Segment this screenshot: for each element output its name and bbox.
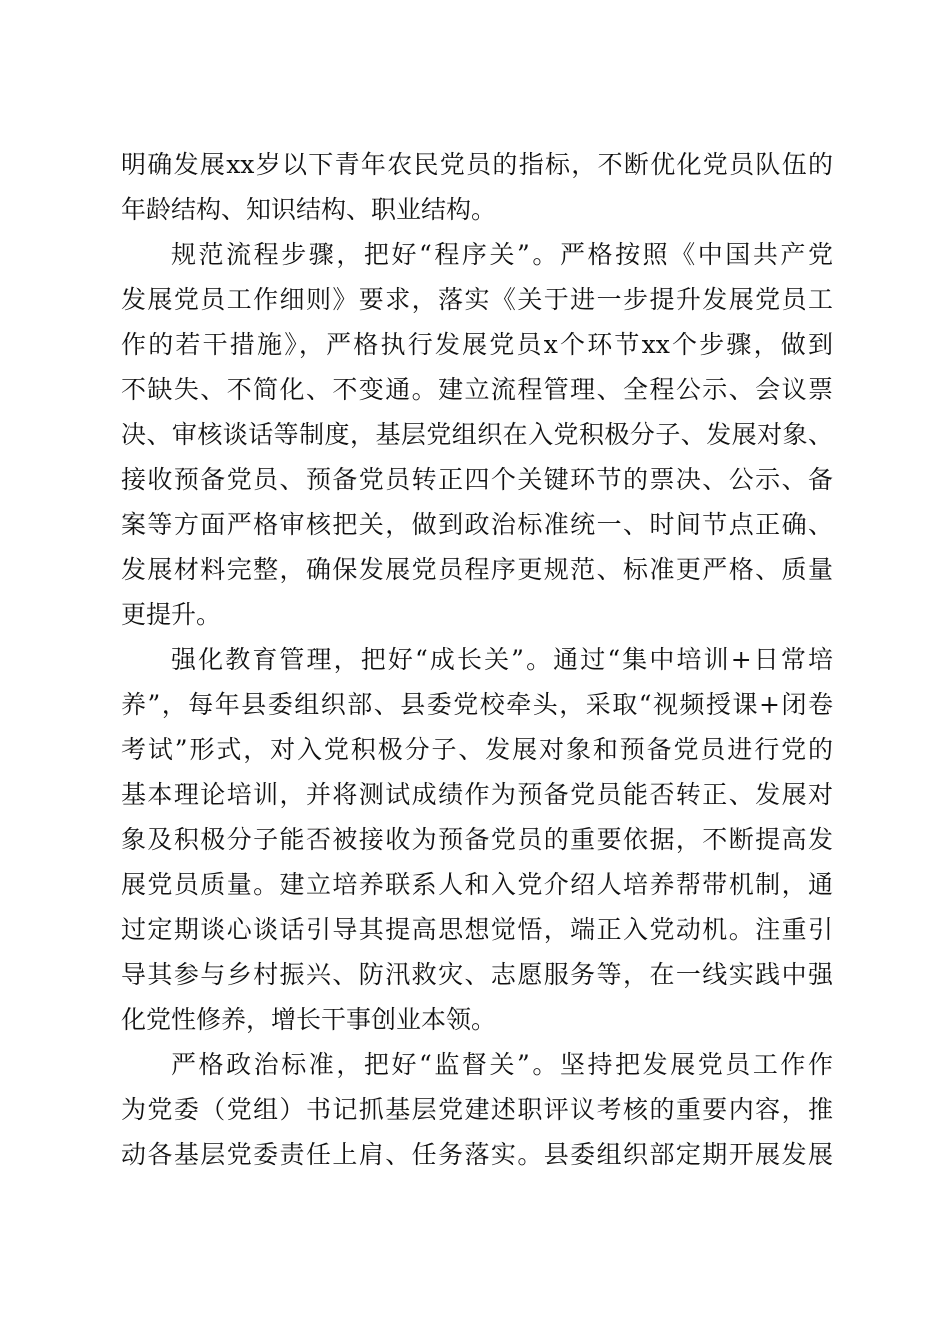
text-line: 基本理论培训，并将测试成绩作为预备党员能否转正、发展对 [121,780,833,809]
paragraph [121,1042,833,1177]
text-line: 作的若干措施》，严格执行发展党员x个环节xx个步骤，做到 [121,330,833,359]
text-line: 规范流程步骤，把好“程序关”。严格按照《中国共产党 [171,240,833,269]
text-line: 严格政治标准，把好“监督关”。坚持把发展党员工作作 [171,1050,833,1079]
text-line: 导其参与乡村振兴、防汛救灾、志愿服务等，在一线实践中强 [121,960,833,989]
text-line: 强化教育管理，把好“成长关”。通过“集中培训+日常培 [171,645,833,674]
text-line: 为党委（党组）书记抓基层党建述职评议考核的重要内容，推 [121,1095,833,1124]
text-line: 明确发展xx岁以下青年农民党员的指标，不断优化党员队伍的 [121,150,833,179]
text-line: 化党性修养，增长干事创业本领。 [121,1005,497,1034]
text-line: 决、审核谈话等制度，基层党组织在入党积极分子、发展对象、 [121,420,833,449]
text-line: 动各基层党委责任上肩、任务落实。县委组织部定期开展发展 [121,1140,833,1169]
text-line: 考试”形式，对入党积极分子、发展对象和预备党员进行党的 [121,735,833,764]
text-line: 案等方面严格审核把关，做到政治标准统一、时间节点正确、 [121,510,833,539]
text-line: 过定期谈心谈话引导其提高思想觉悟，端正入党动机。注重引 [121,915,833,944]
text-line: 发展材料完整，确保发展党员程序更规范、标准更严格、质量 [121,555,833,584]
document-body [121,142,833,1177]
text-line: 更提升。 [121,600,222,629]
text-line: 不缺失、不简化、不变通。建立流程管理、全程公示、会议票 [121,375,833,404]
paragraph [121,232,833,637]
paragraph [121,142,833,232]
text-line: 发展党员工作细则》要求，落实《关于进一步提升发展党员工 [121,285,833,314]
text-line: 象及积极分子能否被接收为预备党员的重要依据，不断提高发 [121,825,833,854]
text-line: 养”，每年县委组织部、县委党校牵头，采取“视频授课+闭卷 [121,690,833,719]
paragraph [121,637,833,1042]
text-line: 展党员质量。建立培养联系人和入党介绍人培养帮带机制，通 [121,870,833,899]
text-line: 接收预备党员、预备党员转正四个关键环节的票决、公示、备 [121,465,833,494]
text-line: 年龄结构、知识结构、职业结构。 [121,195,497,224]
